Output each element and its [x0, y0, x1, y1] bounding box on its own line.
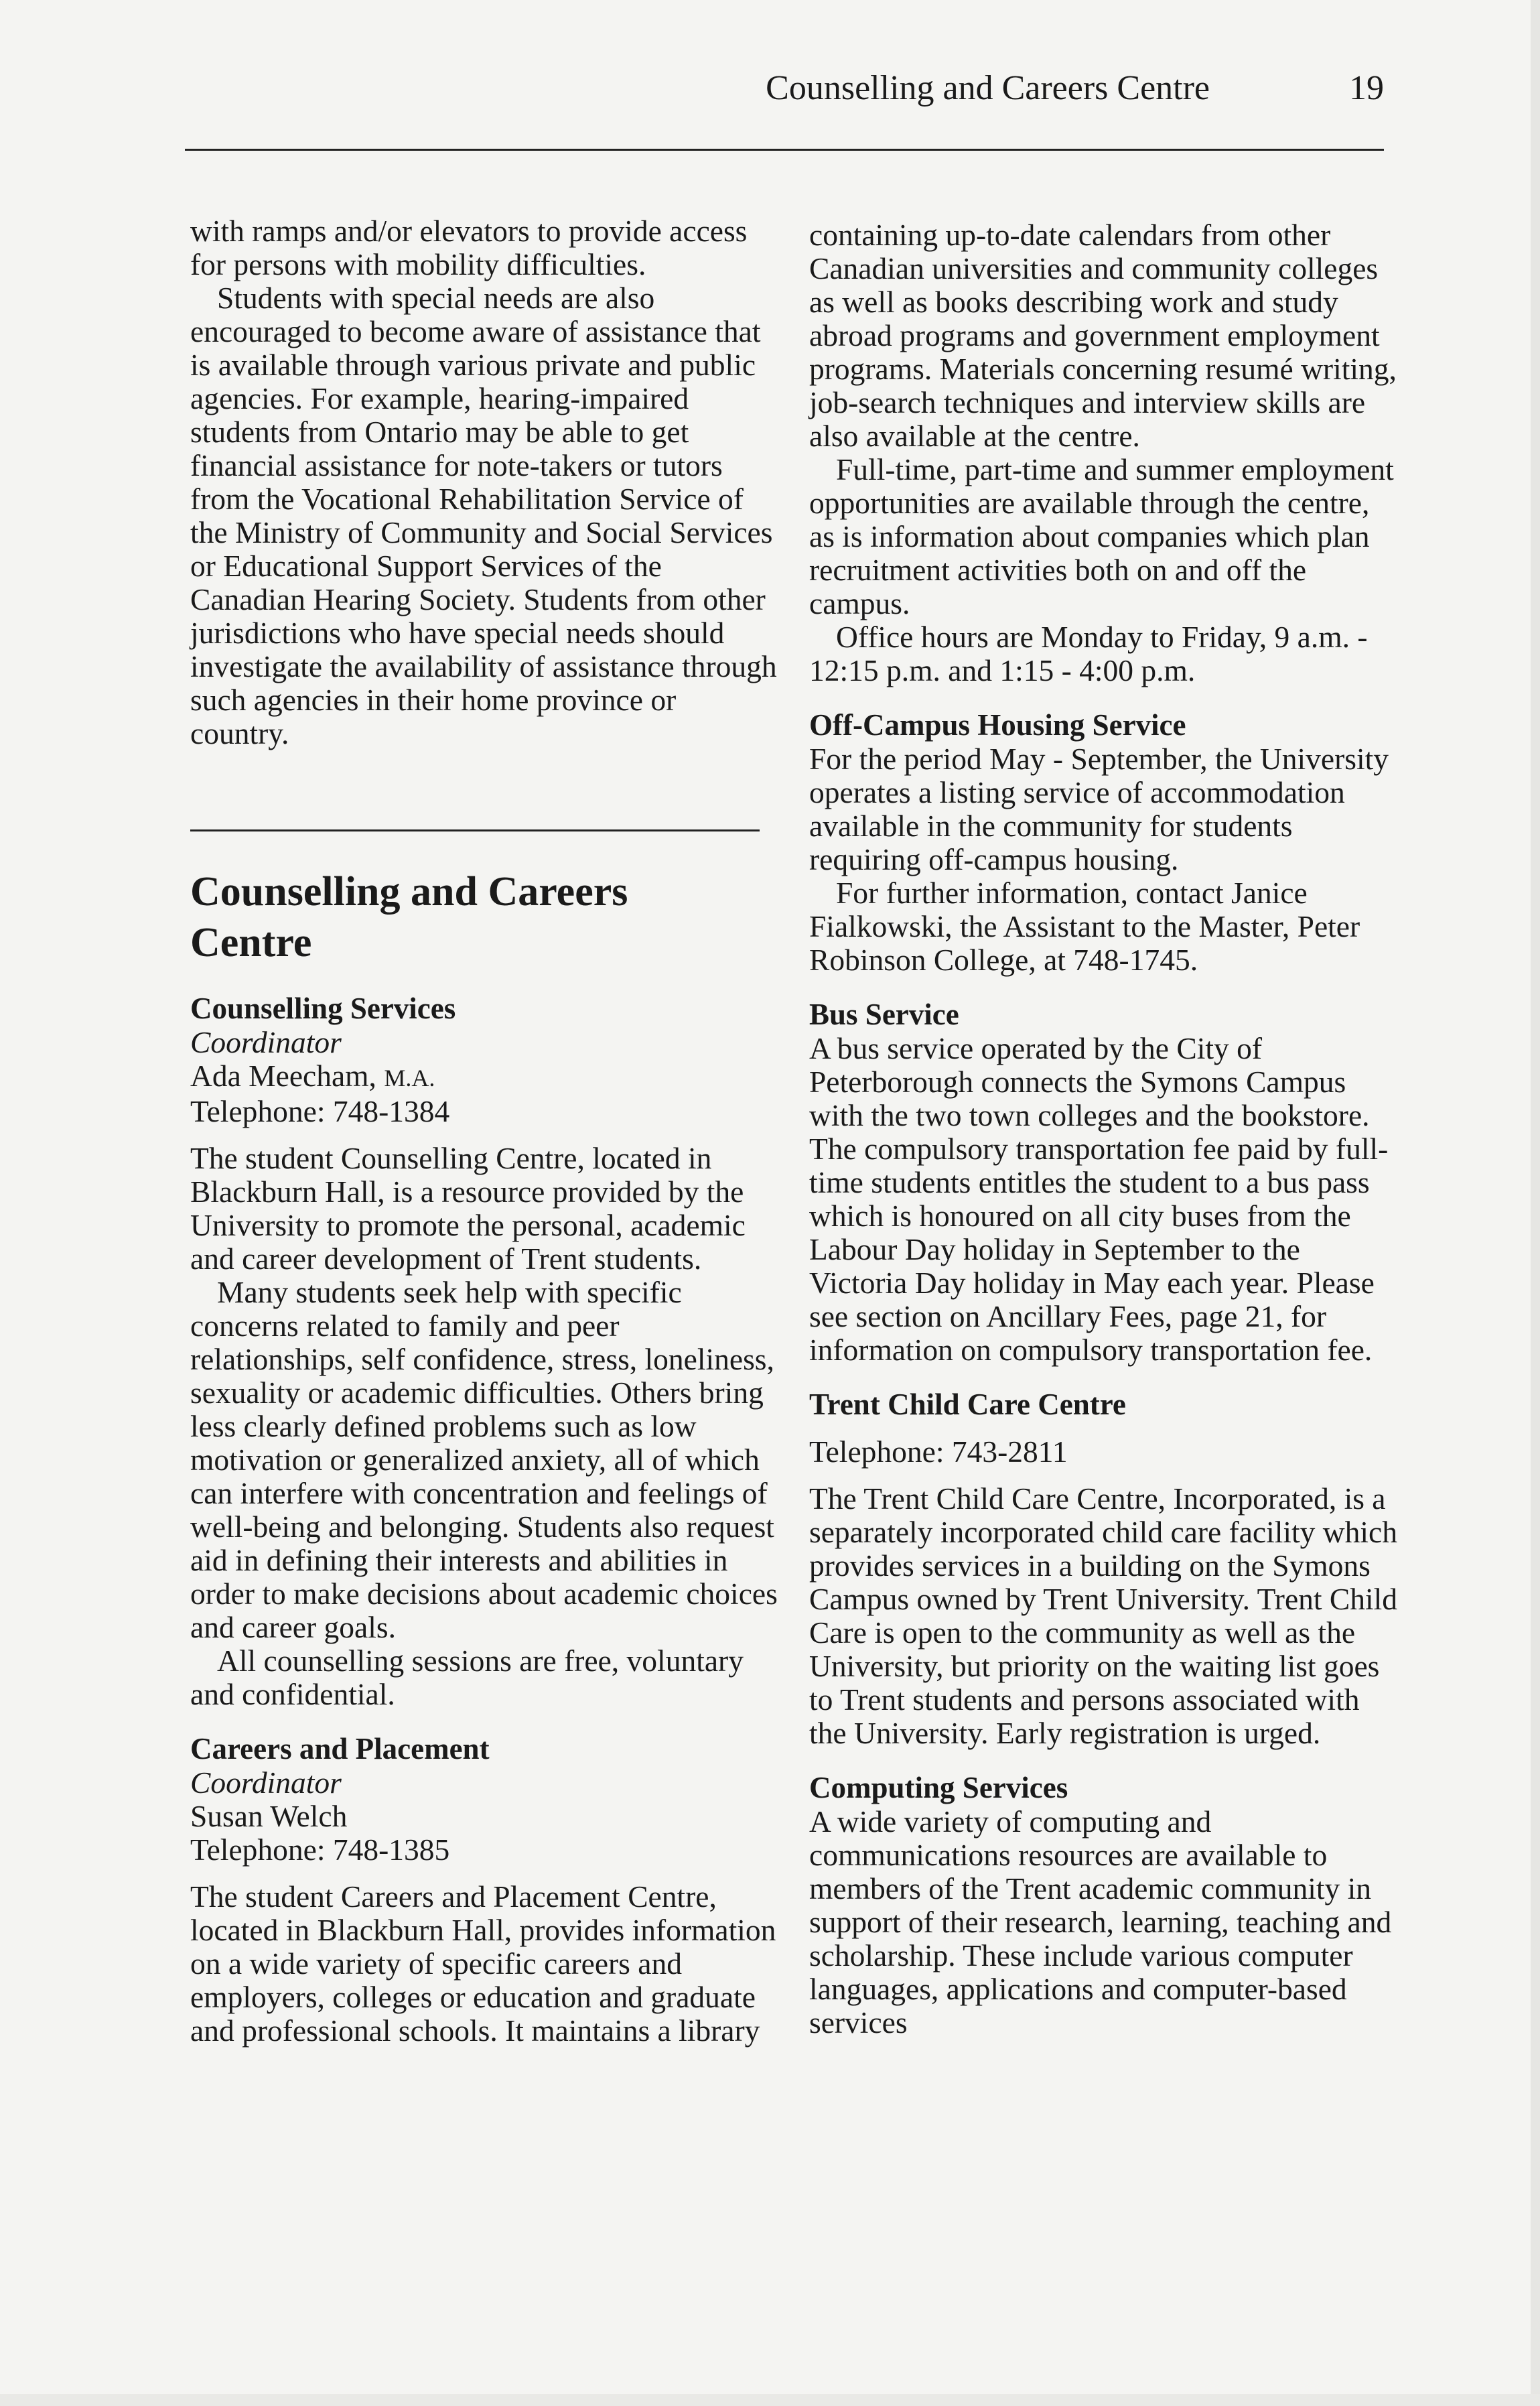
child-care-heading: Trent Child Care Centre — [809, 1388, 1126, 1421]
child-care-paragraph: The Trent Child Care Centre, Incorporated, is a separately incorporated child care facility which provides services in a building on the Symons Campus owned by Trent University. Trent Child Care is open to the community as well as the University, but priority on the waiting list goes to Trent students and persons associated with the University. Early registration is urged. — [809, 1481, 1398, 1750]
special-needs-paragraph: Students with special needs are also encouraged to become aware of assistance that is available through various private and public agencies. For example, hearing-impaired students from Ontario may be able to get financial assistance for note-takers or tutors from the Vocational Rehabilitation Service of the Ministry of Community and Social Services or Educational Support Services of the Canadian Hearing Society. Students from other jurisdictions who have special needs should investigate the availability of assistance through such agencies in their home province or country. — [190, 281, 777, 750]
housing-heading: Off-Campus Housing Service — [809, 708, 1186, 742]
counselling-coordinator-person: Ada Meecham, — [190, 1059, 384, 1093]
computing-services-paragraph: A wide variety of computing and communications resources are available to members of the Trent academic community in support of their research, learning, teaching and scholarship. These include various computer languages, applications and computer-based services — [809, 1804, 1392, 2040]
counselling-telephone: Telephone: 748-1384 — [190, 1094, 450, 1128]
office-hours-paragraph: Office hours are Monday to Friday, 9 a.m. - 12:15 p.m. and 1:15 - 4:00 p.m. — [809, 620, 1368, 687]
counselling-paragraph-2: Many students seek help with specific concerns related to family and peer relationships, self confidence, stress, loneliness, sexuality or academic difficulties. Others bring less clearly defined problems such as low motivation or generalized anxiety, all of which can interfere with concentration and feelings of well-being and belonging. Students also request aid in defining their interests and abilities in order to make decisions about academic choices and career goals. — [190, 1275, 778, 1644]
careers-continued-paragraph-2: Full-time, part-time and summer employment opportunities are available through the centre, as is information about companies which plan recruitment activities both on and off the campus. — [809, 452, 1394, 620]
section-divider — [190, 829, 760, 831]
careers-telephone: Telephone: 748-1385 — [190, 1832, 450, 1867]
scan-edge — [1531, 0, 1540, 2406]
counselling-coordinator-degree: M.A. — [384, 1065, 435, 1091]
section-title: Counselling and Careers Centre — [190, 869, 628, 965]
child-care-telephone: Telephone: 743-2811 — [809, 1434, 1068, 1469]
running-title: Counselling and Careers Centre — [766, 69, 1210, 107]
careers-continued-paragraph-1: containing up-to-date calendars from other Canadian universities and community colleges as well as books describing work and study abroad programs and government employment programs. Materials concerning resumé writing, job-search techniques and interview skills are also available at the centre. — [809, 218, 1397, 453]
counselling-coordinator-name — [190, 1059, 780, 1095]
counselling-paragraph-3: All counselling sessions are free, voluntary and confidential. — [190, 1644, 744, 1711]
counselling-coordinator-label: Coordinator — [190, 1025, 342, 1059]
page-number: 19 — [1349, 69, 1384, 107]
right-column — [809, 218, 1399, 2040]
careers-coordinator-name: Susan Welch — [190, 1799, 348, 1833]
careers-placement-heading: Careers and Placement — [190, 1732, 490, 1765]
scan-bottom-edge — [0, 2394, 1540, 2406]
careers-paragraph-1: The student Careers and Placement Centre, located in Blackburn Hall, provides information on a wide variety of specific careers and employers, colleges or education and graduate and professional schools. It maintains a library — [190, 1879, 776, 2048]
bus-service-heading: Bus Service — [809, 998, 959, 1031]
left-column — [190, 214, 780, 2048]
computing-services-heading: Computing Services — [809, 1771, 1068, 1804]
counselling-services-heading: Counselling Services — [190, 992, 456, 1025]
header-rule — [185, 149, 1384, 151]
page-header — [185, 60, 1384, 147]
bus-service-paragraph: A bus service operated by the City of Peterborough connects the Symons Campus with the two town colleges and the bookstore. The compulsory transportation fee paid by full-time students entitles the student to a bus pass which is honoured on all city buses from the Labour Day holiday in September to the Victoria Day holiday in May each year. Please see section on Ancillary Fees, page 21, for information on compulsory transportation fee. — [809, 1031, 1389, 1367]
careers-coordinator-label: Coordinator — [190, 1765, 342, 1800]
housing-paragraph-2: For further information, contact Janice Fialkowski, the Assistant to the Master, Peter Robinson College, at 748-1745. — [809, 876, 1360, 977]
accessibility-paragraph: with ramps and/or elevators to provide access for persons with mobility difficulties. — [190, 214, 748, 281]
counselling-paragraph-1: The student Counselling Centre, located in Blackburn Hall, is a resource provided by the University to promote the personal, academic and career development of Trent students. — [190, 1141, 746, 1276]
housing-paragraph-1: For the period May - September, the University operates a listing service of accommodation available in the community for students requiring off-campus housing. — [809, 742, 1389, 876]
